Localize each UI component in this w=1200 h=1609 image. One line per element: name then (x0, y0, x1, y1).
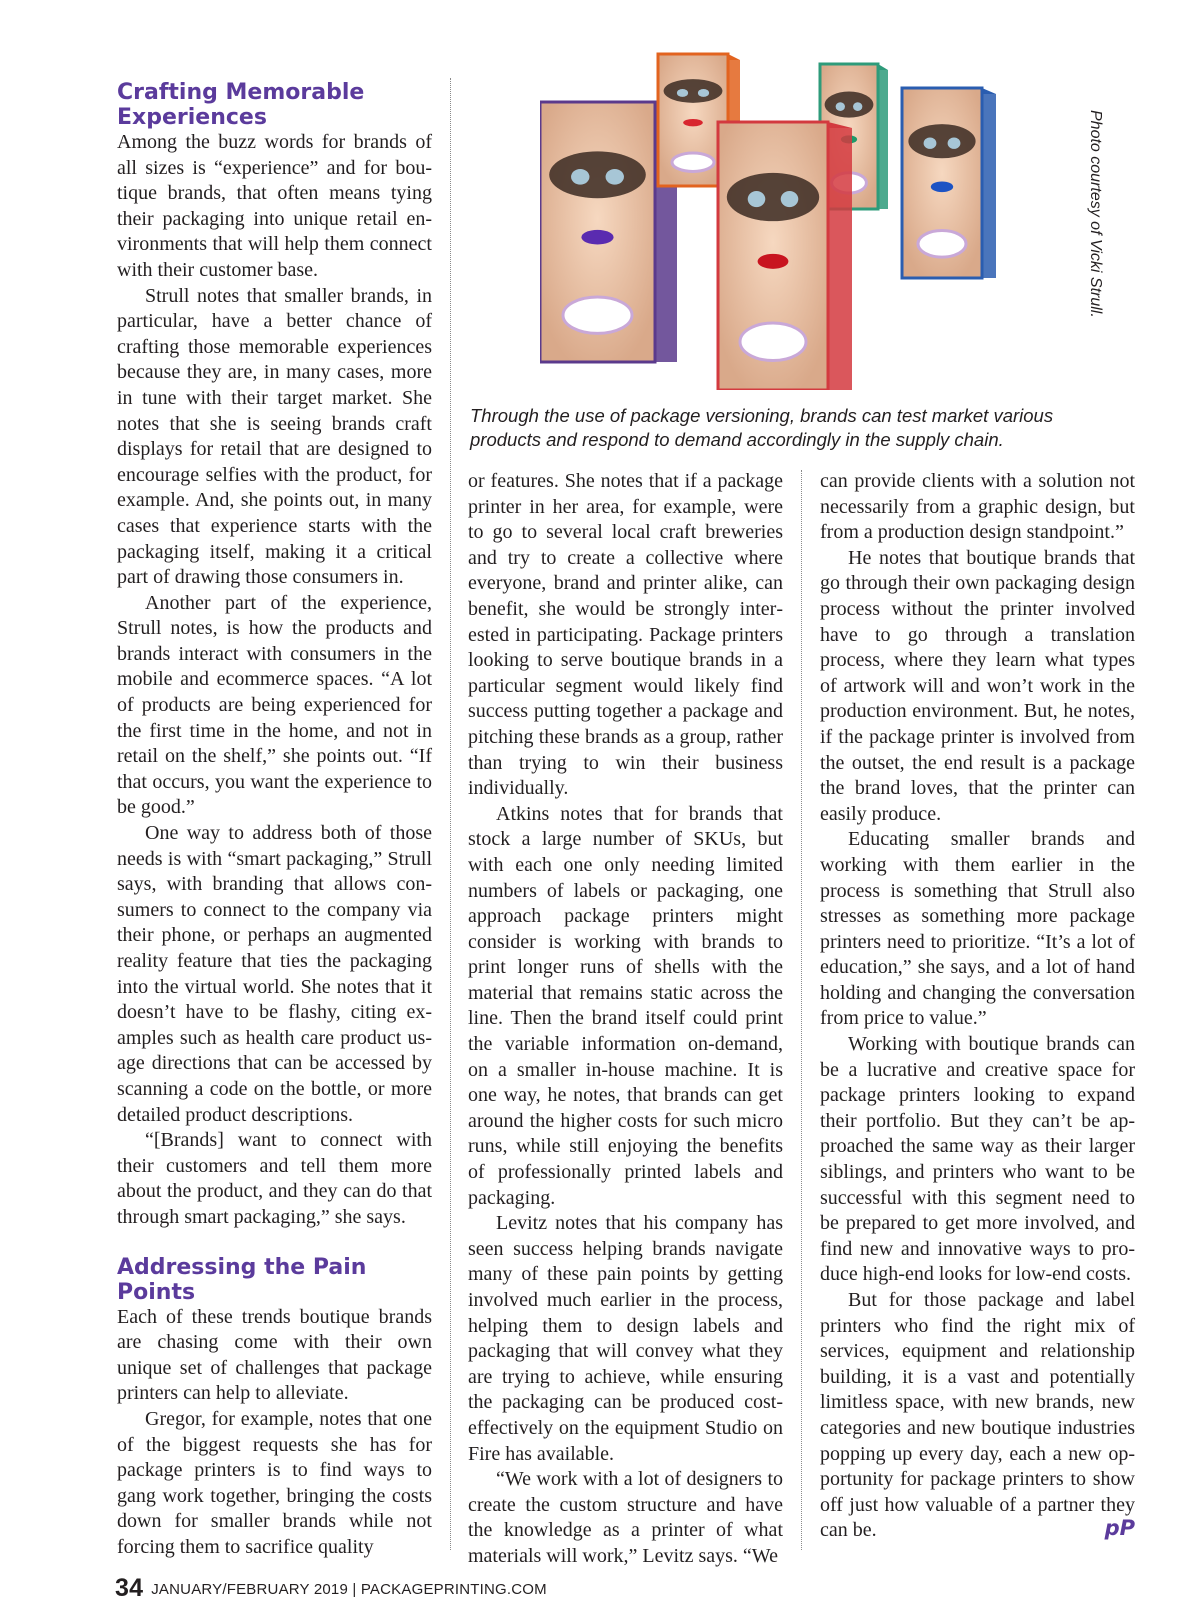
paragraph: can provide clients with a solution not necessarily from a graphic design, but from a production design standpoint.” (820, 470, 1135, 544)
column-divider (801, 470, 802, 1550)
lips (581, 230, 613, 245)
box-side (982, 94, 996, 278)
footer-text: JANUARY/FEBRUARY 2019 | PACKAGEPRINTING.COM (151, 1581, 547, 1598)
article-column-2 (468, 469, 783, 1570)
photo-credit: Photo courtesy of Vicki Strull. (1087, 110, 1104, 318)
box-label (918, 231, 966, 258)
paragraph: One way to address both of those needs is with “smart packaging,” Strull says, with branding that allows consumers to connect to the company via their phone, or perhaps an augmented reality feature that ties the packaging into the virtual world. She notes that it doesn’t have to be flashy, citing examples such as health care product usage directions that can be accessed by scanning a code on the bottle, or more detailed product descriptions. (117, 822, 432, 1126)
paragraph: Levitz notes that his company has seen success helping brands navigate many of these pain points by getting involved much earlier in the process, helping them to design labels and packaging that will convey what they are trying to achieve, while ensuring the packaging can be produced cost-effectively on the equipment Studio on Fire has available. (468, 1212, 783, 1465)
lace-mask (664, 79, 723, 103)
paragraph: Strull notes that smaller brands, in particular, have a better chance of crafting those memorable experiences because they are, in many cases, more in tune with their target market. She notes that she is seeing brands craft displays for retail that are designed to encourage selfies with the product, for example. And, she points out, in many cases that experience starts with the packaging itself, making it a critical part of drawing those consumers in. (117, 284, 432, 589)
eye (606, 169, 624, 185)
column-divider (450, 78, 451, 1550)
eye (924, 138, 937, 149)
paragraph: “We work with a lot of designers to create the custom structure and have the knowledge as a printer of what materials will work,” Levitz says. “We (468, 1468, 783, 1567)
paragraph (820, 1288, 1135, 1544)
eye (571, 169, 589, 185)
paragraph: Each of these trends boutique brands are chasing come with their own unique set of challenges that package printers can help to alleviate. (117, 1305, 432, 1405)
paragraph: Another part of the experience, Strull notes, is how the products and brands interact with consumers in the mobile and ecommerce spaces. “A lot of products are being experienced for the first time in the home, and not in retail on the shelf,” she points out. “If that occurs, you want the experience to be good.” (117, 591, 432, 819)
section-heading: Addressing the Pain Points (117, 1254, 367, 1305)
page-footer (115, 1574, 547, 1603)
end-mark-logo: pP (1104, 1516, 1135, 1541)
eye (677, 89, 688, 97)
lace-mask (727, 173, 819, 221)
eye (698, 89, 709, 97)
box-label (563, 297, 632, 333)
article-column-3 (820, 469, 1135, 1544)
paragraph: Gregor, for example, notes that one of the biggest requests she has for package printers is to find ways to gang work together, bringing the costs down for smaller brands while not forcing them to sacrifice quality (117, 1407, 432, 1558)
article-column-1 (117, 80, 432, 1560)
eye (781, 191, 799, 207)
lips (931, 181, 953, 192)
eye (853, 102, 862, 111)
eye (748, 191, 766, 207)
eye (836, 102, 845, 111)
eye (948, 138, 961, 149)
box-label (672, 153, 714, 171)
section-heading: Crafting Memorable Experiences (117, 80, 365, 130)
photo-caption: Through the use of package versioning, brands can test market various products and respond to demand accordingly in the supply chain. (470, 405, 1054, 450)
paragraph: He notes that boutique brands that go through their own packaging design process without the printer involved have to go through a translation process, where they learn what types of artwork will and won’t work in the production environment. But, he notes, if the package printer is involved from the outset, the end result is a package the brand loves, that the printer can easily produce. (820, 546, 1135, 825)
paragraph: or features. She notes that if a package printer in her area, for example, were to go to several local craft breweries and try to create a collective where everyone, brand and printer alike, can benefit, she would be strongly interested in participating. Package printers looking to serve boutique brands in a particular segment would likely find success putting together a package and pitching these brands as a group, rather than trying to win their business individually. (468, 470, 783, 800)
paragraph: Educating smaller brands and working with them earlier in the process is something that Strull also stresses as something more package printers need to prioritize. “It’s a lot of education,” she says, and a lot of hand holding and changing the conversation from price to value.” (820, 828, 1135, 1030)
paragraph: Among the buzz words for brands of all sizes is “experience” and for boutique brands, that often means tying their packaging into unique retail environments that will help them connect with their customer base. (117, 131, 432, 281)
paragraph: “[Brands] want to connect with their customers and tell them more about the product, and they can do that through smart packaging,” she says. (117, 1129, 432, 1228)
paragraph: Working with boutique brands can be a lucrative and creative space for package printers looking to expand their portfolio. But they can’t be approached the same way as their larger siblings, and printers who want to be successful with this segment need to be prepared to get more involved, and find new and innovative ways to produce high-end looks for low-end costs. (820, 1033, 1135, 1286)
lace-mask (825, 92, 874, 118)
paragraph: Atkins notes that for brands that stock a large number of SKUs, but with each one only needing limited numbers of labels or packaging, one approach package printers might consider is working with brands to print longer runs of shells with the material that remains static across the line. Then the brand itself could print the variable information on-demand, on a smaller in-house machine. It is one way, he notes, that brands can get around the higher costs for such micro runs, while still enjoying the benefits of professionally printed labels and packaging. (468, 802, 783, 1209)
box-label (740, 323, 806, 361)
paragraph-text: But for those package and label printers who find the right mix of services, equipment and relationship building, it is a vast and potentially limitless space, with new brands, new categories and new boutique industries popping up every day, each a new opportunity for package printers to show off just how valuable of a partner they can be. (820, 1289, 1135, 1542)
lace-mask (908, 124, 975, 158)
lips (683, 119, 703, 126)
box-side (828, 128, 852, 390)
product-boxes-photo (540, 50, 1080, 390)
page-number: 34 (115, 1574, 144, 1602)
lips (758, 254, 789, 269)
lace-mask (549, 151, 646, 198)
